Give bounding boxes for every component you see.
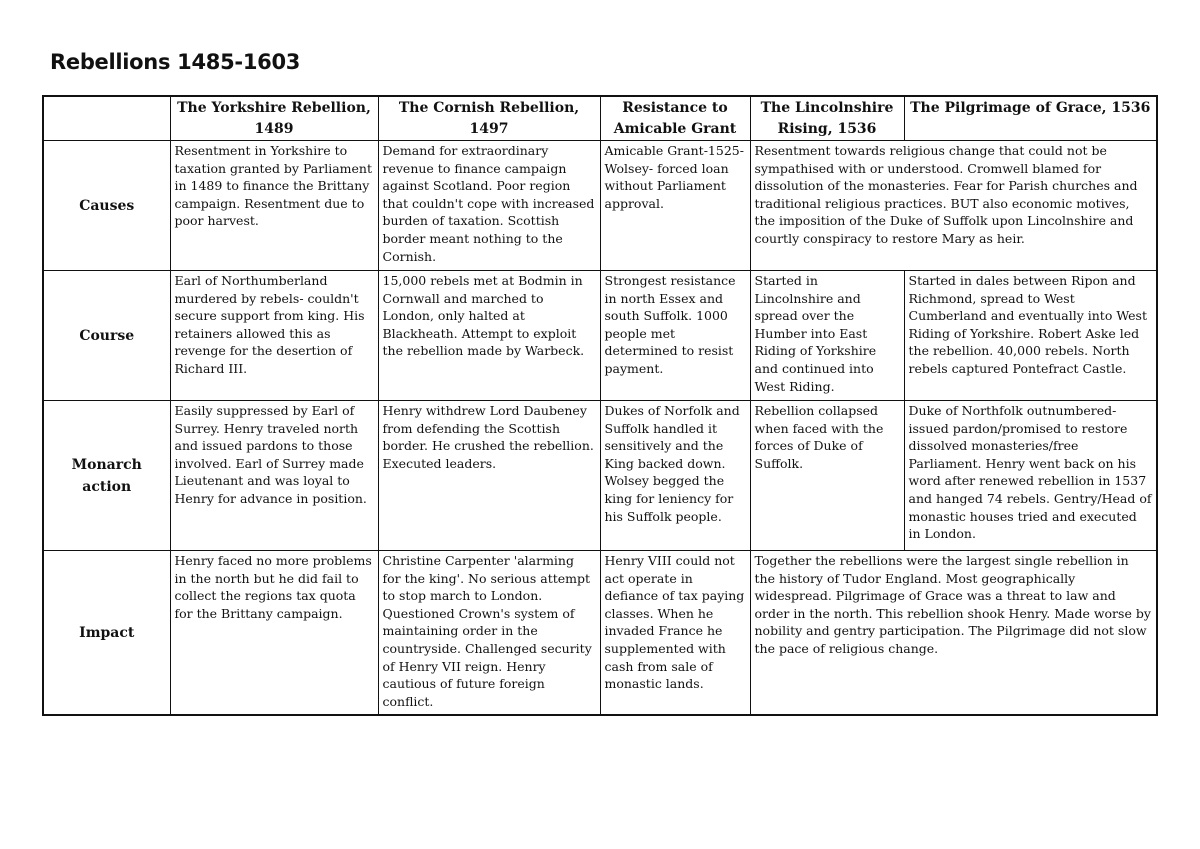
cell-course-amicable: Strongest resistance in north Essex and south Suffolk. 1000 people met determined to resist payment. xyxy=(600,271,750,401)
table-row-causes xyxy=(43,141,1157,271)
row-header-course: Course xyxy=(43,271,170,401)
cell-course-lincolnshire: Started in Lincolnshire and spread over the Humber into East Riding of Yorkshire and continued into West Riding. xyxy=(750,271,904,401)
table-row-course xyxy=(43,271,1157,401)
corner-cell xyxy=(43,96,170,141)
row-header-impact: Impact xyxy=(43,551,170,715)
cell-impact-cornish: Christine Carpenter 'alarming for the king'. No serious attempt to stop march to London. Questioned Crown's system of maintaining order in the countryside. Challenged security of Henry VII reign. Henry cautious of future foreign conflict. xyxy=(378,551,600,715)
column-header-lincolnshire: The Lincolnshire Rising, 1536 xyxy=(750,96,904,141)
cell-monarch-amicable: Dukes of Norfolk and Suffolk handled it sensitively and the King backed down. Wolsey begged the king for leniency for his Suffolk people. xyxy=(600,401,750,551)
cell-monarch-pilgrimage: Duke of Northfolk outnumbered- issued pardon/promised to restore dissolved monasteries/free Parliament. Henry went back on his word after renewed rebellion in 1537 and hanged 74 rebels. Gentry/Head of monastic houses tried and executed in London. xyxy=(904,401,1157,551)
cell-impact-amicable: Henry VIII could not act operate in defiance of tax paying classes. When he invaded France he supplemented with cash from sale of monastic lands. xyxy=(600,551,750,715)
cell-monarch-yorkshire: Easily suppressed by Earl of Surrey. Henry traveled north and issued pardons to those involved. Earl of Surrey made Lieutenant and was loyal to Henry for advance in position. xyxy=(170,401,378,551)
cell-impact-lincs-pilgrimage: Together the rebellions were the largest single rebellion in the history of Tudor England. Most geographically widespread. Pilgrimage of Grace was a threat to law and order in the north. This rebellion shook Henry. Made worse by nobility and gentry participation. The Pilgrimage did not slow the pace of religious change. xyxy=(750,551,1157,715)
page-title: Rebellions 1485-1603 xyxy=(50,50,301,74)
cell-causes-cornish: Demand for extraordinary revenue to finance campaign against Scotland. Poor region that couldn't cope with increased burden of taxation. Scottish border meant nothing to the Cornish. xyxy=(378,141,600,271)
rebellions-table xyxy=(42,95,1158,716)
cell-causes-lincs-pilgrimage: Resentment towards religious change that could not be sympathised with or understood. Cromwell blamed for dissolution of the monasteries. Fear for Parish churches and traditional religious practices. BUT also economic motives, the imposition of the Duke of Suffolk upon Lincolnshire and courtly conspiracy to restore Mary as heir. xyxy=(750,141,1157,271)
column-header-pilgrimage: The Pilgrimage of Grace, 1536 xyxy=(904,96,1157,141)
cell-course-yorkshire: Earl of Northumberland murdered by rebels- couldn't secure support from king. His retainers allowed this as revenge for the desertion of Richard III. xyxy=(170,271,378,401)
table-row-monarch-action xyxy=(43,401,1157,551)
row-header-causes: Causes xyxy=(43,141,170,271)
row-header-monarch-action: Monarch action xyxy=(43,401,170,551)
cell-causes-amicable: Amicable Grant-1525-Wolsey- forced loan without Parliament approval. xyxy=(600,141,750,271)
header-row xyxy=(43,96,1157,141)
cell-causes-yorkshire: Resentment in Yorkshire to taxation granted by Parliament in 1489 to finance the Brittany campaign. Resentment due to poor harvest. xyxy=(170,141,378,271)
table-row-impact xyxy=(43,551,1157,715)
column-header-amicable-grant: Resistance to Amicable Grant xyxy=(600,96,750,141)
column-header-cornish: The Cornish Rebellion, 1497 xyxy=(378,96,600,141)
cell-monarch-cornish: Henry withdrew Lord Daubeney from defending the Scottish border. He crushed the rebellion. Executed leaders. xyxy=(378,401,600,551)
cell-course-pilgrimage: Started in dales between Ripon and Richmond, spread to West Cumberland and eventually into West Riding of Yorkshire. Robert Aske led the rebellion. 40,000 rebels. North rebels captured Pontefract Castle. xyxy=(904,271,1157,401)
cell-course-cornish: 15,000 rebels met at Bodmin in Cornwall and marched to London, only halted at Blackheath. Attempt to exploit the rebellion made by Warbeck. xyxy=(378,271,600,401)
cell-monarch-lincolnshire: Rebellion collapsed when faced with the forces of Duke of Suffolk. xyxy=(750,401,904,551)
cell-impact-yorkshire: Henry faced no more problems in the north but he did fail to collect the regions tax quota for the Brittany campaign. xyxy=(170,551,378,715)
column-header-yorkshire: The Yorkshire Rebellion, 1489 xyxy=(170,96,378,141)
